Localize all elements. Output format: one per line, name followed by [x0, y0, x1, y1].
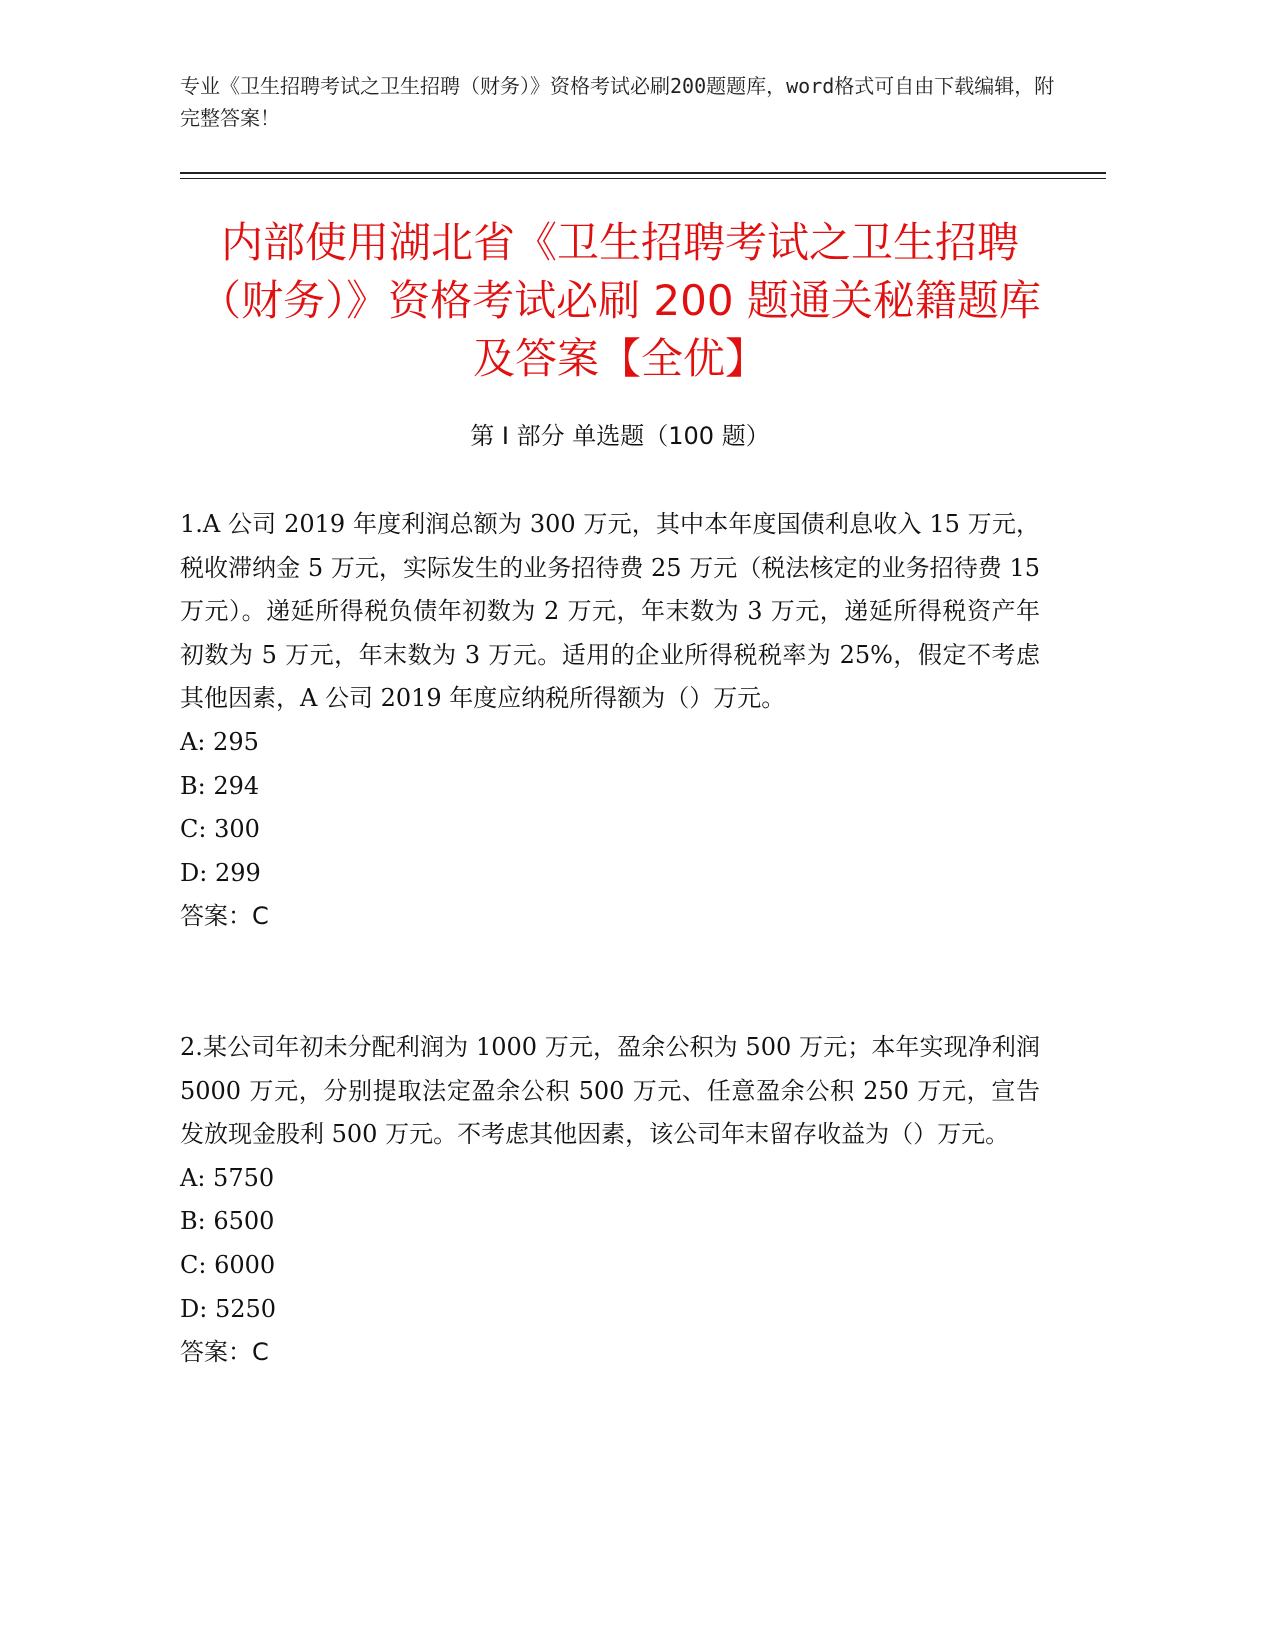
- header-divider-thin: [180, 178, 1106, 179]
- question-1: [180, 503, 1040, 939]
- option-d: D: 299: [180, 858, 261, 887]
- option-d: D: 5250: [180, 1294, 277, 1323]
- question-stem: 1.A 公司 2019 年度利润总额为 300 万元，其中本年度国债利息收入 15 万元，税收滞纳金 5 万元，实际发生的业务招待费 25 万元（税法核定的业务招待费 15 万元）。递延所得税负债年初数为 2 万元，年末数为 3 万元，递延所得税资产年初数为 5 万元，年末数为 3 万元。适用的企业所得税税率为 25%，假定不考虑其他因素，A 公司 2019 年度应纳税所得额为（）万元。: [180, 510, 1040, 713]
- answer-line: 答案：C: [180, 1338, 269, 1367]
- question-2: [180, 1026, 1040, 1375]
- section-heading: 第 I 部分 单选题（100 题）: [470, 422, 770, 450]
- option-b: B: 6500: [180, 1207, 275, 1236]
- option-b: B: 294: [180, 771, 260, 800]
- question-stem: 2.某公司年初未分配利润为 1000 万元，盈余公积为 500 万元；本年实现净利润 5000 万元，分别提取法定盈余公积 500 万元、任意盈余公积 250 万元，宣告发放现金股利 500 万元。不考虑其他因素，该公司年末留存收益为（）万元。: [180, 1033, 1040, 1149]
- option-c: C: 6000: [180, 1250, 276, 1279]
- document-title: 内部使用湖北省《卫生招聘考试之卫生招聘（财务）》资格考试必刷 200 题通关秘籍题库及答案【全优】: [199, 218, 1041, 383]
- option-a: A: 295: [180, 727, 259, 756]
- answer-line: 答案：C: [180, 902, 269, 931]
- option-c: C: 300: [180, 815, 260, 844]
- header-divider-thick: [180, 172, 1106, 174]
- option-a: A: 5750: [180, 1163, 275, 1192]
- header-note: 专业《卫生招聘考试之卫生招聘（财务）》资格考试必刷200题题库，word格式可自由下载编辑，附完整答案！: [180, 74, 1055, 130]
